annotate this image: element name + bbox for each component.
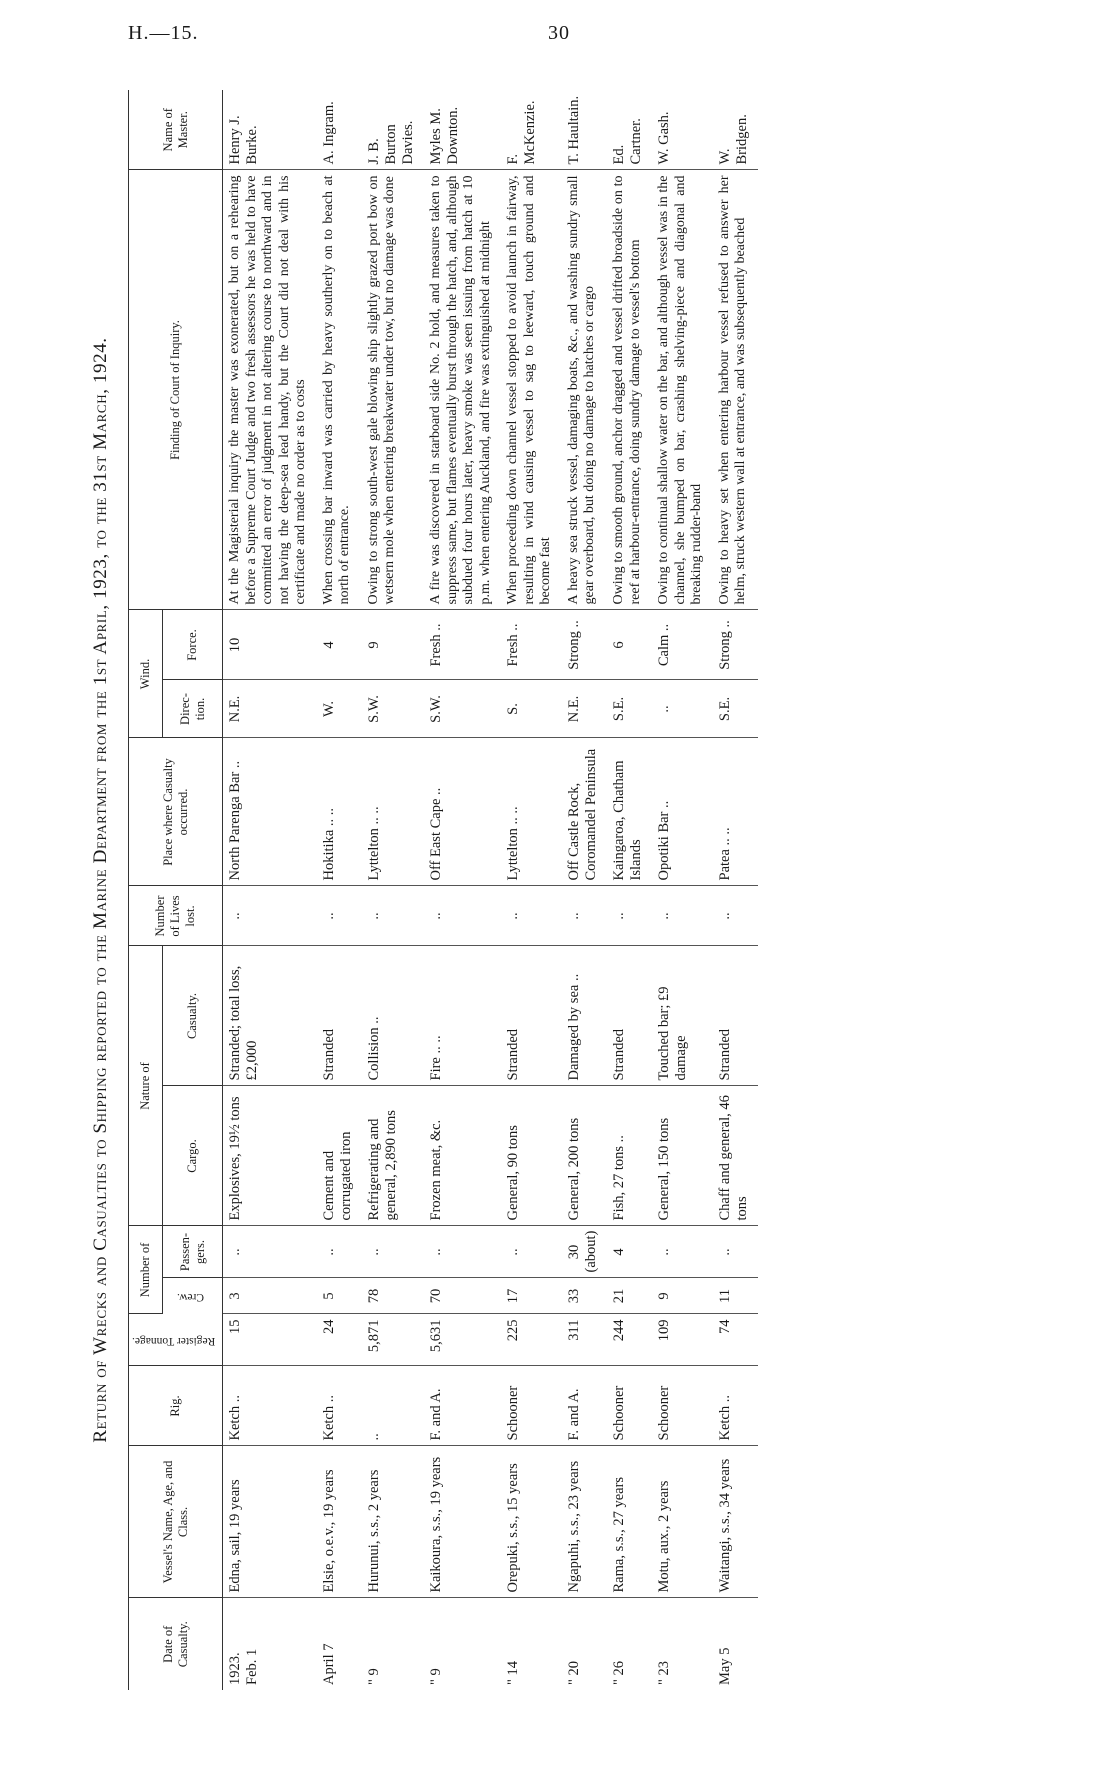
cell-rig: .. <box>362 1366 424 1446</box>
cell-tonnage: 225 <box>501 1314 562 1366</box>
cell-date: " 9 <box>428 1668 445 1685</box>
cell-passengers: .. <box>424 1226 501 1278</box>
col-casualty: Casualty. <box>163 946 223 1086</box>
cell-master: A. Ingram. <box>317 90 362 170</box>
cell-tonnage: 311 <box>562 1314 607 1366</box>
table-row <box>713 90 758 1690</box>
cell-wind-force: 9 <box>362 610 424 680</box>
col-nature-of: Nature of <box>129 946 163 1226</box>
col-finding: Finding of Court of Inquiry. <box>129 170 223 610</box>
cell-wind-force: 6 <box>607 610 652 680</box>
cell-wind-direction: N.E. <box>223 680 317 738</box>
cell-date: 1923. Feb. 1 <box>227 1648 261 1685</box>
col-master: Name of Master. <box>129 90 223 170</box>
cell-date: " 9 <box>365 1668 382 1685</box>
cell-passengers: 30 (about) <box>562 1226 607 1278</box>
cell-casualty: Stranded <box>501 946 562 1086</box>
cell-crew: 78 <box>362 1278 424 1314</box>
cell-vessel: Orepuki, s.s., 15 years <box>501 1446 562 1598</box>
document-title: Return of Wrecks and Casualties to Shipping reported to the Marine Department from the 1st April, 1923, to the 31st March, 1924. <box>90 337 111 1443</box>
cell-passengers: .. <box>317 1226 362 1278</box>
col-lives-lost: Number of Lives lost. <box>129 886 223 946</box>
cell-rig: Schooner <box>501 1366 562 1446</box>
col-cargo: Cargo. <box>163 1086 223 1226</box>
cell-passengers: .. <box>501 1226 562 1278</box>
cell-wind-force: 4 <box>317 610 362 680</box>
col-crew-label: Crew. <box>177 1291 205 1304</box>
cell-place: Hokitika .. .. <box>317 738 362 886</box>
cell-date: " 20 <box>565 1660 582 1685</box>
cell-cargo: Fish, 27 tons .. <box>607 1086 652 1226</box>
cell-casualty: Stranded <box>607 946 652 1086</box>
cell-crew: 3 <box>223 1278 317 1314</box>
cell-crew: 33 <box>562 1278 607 1314</box>
cell-cargo: General, 150 tons <box>652 1086 713 1226</box>
casualty-table <box>128 90 758 1690</box>
cell-finding: A fire was discovered in starboard side No. 2 hold, and measures taken to suppress same, but flames eventually burst through the hatch, and, although subdued four hours later, heavy smoke was seen issuing from hatch at 10 p.m. when entering Auckland, and fire was extinguished at midnight <box>424 170 501 610</box>
cell-wind-direction: S.E. <box>607 680 652 738</box>
table-row <box>652 90 713 1690</box>
cell-place: Kaingaroa, Chatham Islands <box>607 738 652 886</box>
table-body <box>223 90 758 1690</box>
cell-tonnage: 5,871 <box>362 1314 424 1366</box>
cell-rig: Ketch .. <box>317 1366 362 1446</box>
cell-wind-force: Fresh .. <box>501 610 562 680</box>
col-rig: Rig. <box>129 1366 223 1446</box>
cell-wind-force: Strong .. <box>713 610 758 680</box>
cell-passengers: .. <box>652 1226 713 1278</box>
table-row <box>424 90 501 1690</box>
cell-wind-direction: S.W. <box>424 680 501 738</box>
cell-master: Myles M. Downton. <box>424 90 501 170</box>
cell-passengers: 4 <box>607 1226 652 1278</box>
cell-finding: Owing to strong south-west gale blowing ship slightly grazed port bow on wetsern mole when entering breakwater under tow, but no damage was done <box>362 170 424 610</box>
cell-wind-direction: S. <box>501 680 562 738</box>
cell-tonnage: 15 <box>223 1314 317 1366</box>
cell-crew: 5 <box>317 1278 362 1314</box>
cell-lives-lost: .. <box>223 886 317 946</box>
col-date: Date of Casualty. <box>129 1598 223 1690</box>
cell-tonnage: 24 <box>317 1314 362 1366</box>
table-row <box>317 90 362 1690</box>
cell-lives-lost: .. <box>562 886 607 946</box>
cell-lives-lost: .. <box>317 886 362 946</box>
cell-crew: 70 <box>424 1278 501 1314</box>
col-wind: Wind. <box>129 610 163 738</box>
cell-casualty: Touched bar; £9 damage <box>652 946 713 1086</box>
table-row <box>362 90 424 1690</box>
cell-casualty: Stranded <box>317 946 362 1086</box>
cell-finding: A heavy sea struck vessel, damaging boats, &c., and washing sundry small gear overboard, but doing no damage to hatches or cargo <box>562 170 607 610</box>
cell-tonnage: 244 <box>607 1314 652 1366</box>
cell-master: F. McKenzie. <box>501 90 562 170</box>
cell-passengers: .. <box>362 1226 424 1278</box>
table-row <box>501 90 562 1690</box>
cell-master: W. Bridgen. <box>713 90 758 170</box>
cell-lives-lost: .. <box>607 886 652 946</box>
cell-casualty: Stranded <box>713 946 758 1086</box>
cell-wind-force: Fresh .. <box>424 610 501 680</box>
col-passengers: Passen-gers. <box>163 1226 223 1278</box>
cell-place: Lyttelton .. .. <box>501 738 562 886</box>
cell-finding: At the Magisterial inquiry the master was exonerated, but on a rehearing before a Supreme Court Judge and two fresh assessors he was held to have committed an error of judgment in not altering course to northward and in not having the deep-sea lead handy, but the Court did not deal with his certificate and made no order as to costs <box>223 170 317 610</box>
cell-date: " 14 <box>505 1660 522 1685</box>
table-row <box>607 90 652 1690</box>
cell-vessel: Rama, s.s., 27 years <box>607 1446 652 1598</box>
header-row-1 <box>129 90 163 1690</box>
cell-crew: 21 <box>607 1278 652 1314</box>
col-tonnage <box>129 1314 223 1366</box>
col-crew <box>163 1278 223 1314</box>
cell-cargo: Chaff and general, 46 tons <box>713 1086 758 1226</box>
cell-passengers: .. <box>223 1226 317 1278</box>
cell-lives-lost: .. <box>424 886 501 946</box>
cell-date: " 23 <box>656 1660 673 1685</box>
cell-place: Patea .. .. <box>713 738 758 886</box>
cell-wind-direction: W. <box>317 680 362 738</box>
cell-rig: Ketch .. <box>713 1366 758 1446</box>
table-row <box>223 90 317 1690</box>
cell-finding: Owing to smooth ground, anchor dragged and vessel drifted broadside on to reef at harbour-entrance, doing sundry damage to vessel's bottom <box>607 170 652 610</box>
page-number: 30 <box>548 22 570 44</box>
cell-lives-lost: .. <box>713 886 758 946</box>
cell-cargo: Explosives, 19½ tons <box>223 1086 317 1226</box>
cell-tonnage: 74 <box>713 1314 758 1366</box>
cell-vessel: Waitangi, s.s., 34 years <box>713 1446 758 1598</box>
cell-vessel: Ngapuhi, s.s., 23 years <box>562 1446 607 1598</box>
cell-vessel: Kaikoura, s.s., 19 years <box>424 1446 501 1598</box>
page-reference: H.—15. <box>128 22 199 44</box>
cell-rig: Schooner <box>607 1366 652 1446</box>
cell-place: Opotiki Bar .. <box>652 738 713 886</box>
cell-cargo: Cement and corrugated iron <box>317 1086 362 1226</box>
cell-place: Off East Cape .. <box>424 738 501 886</box>
cell-master: Henry J. Burke. <box>223 90 317 170</box>
cell-finding: When proceeding down channel vessel stopped to avoid launch in fairway, resulting in wind causing vessel to sag to leeward, touch ground and become fast <box>501 170 562 610</box>
cell-master: W. Gash. <box>652 90 713 170</box>
cell-rig: Ketch .. <box>223 1366 317 1446</box>
cell-wind-direction: N.E. <box>562 680 607 738</box>
cell-wind-force: 10 <box>223 610 317 680</box>
col-wind-force: Force. <box>163 610 223 680</box>
col-wind-direction: Direc-tion. <box>163 680 223 738</box>
cell-wind-force: Calm .. <box>652 610 713 680</box>
cell-master: Ed. Cartner. <box>607 90 652 170</box>
cell-crew: 17 <box>501 1278 562 1314</box>
cell-place: Lyttelton .. .. <box>362 738 424 886</box>
cell-cargo: General, 90 tons <box>501 1086 562 1226</box>
cell-master: J. B. Burton Davies. <box>362 90 424 170</box>
cell-wind-direction: S.W. <box>362 680 424 738</box>
cell-wind-direction: .. <box>652 680 713 738</box>
cell-finding: When crossing bar inward was carried by heavy southerly on to beach at north of entrance. <box>317 170 362 610</box>
cell-crew: 11 <box>713 1278 758 1314</box>
cell-date: " 26 <box>611 1660 627 1685</box>
cell-date: April 7 <box>320 1643 337 1685</box>
cell-vessel: Hurunui, s.s., 2 years <box>362 1446 424 1598</box>
rotated-table-page <box>90 90 1050 1690</box>
cell-casualty: Stranded; total loss, £2,000 <box>223 946 317 1086</box>
cell-wind-force: Strong .. <box>562 610 607 680</box>
cell-vessel: Motu, aux., 2 years <box>652 1446 713 1598</box>
cell-lives-lost: .. <box>362 886 424 946</box>
cell-casualty: Damaged by sea .. <box>562 946 607 1086</box>
cell-tonnage: 5,631 <box>424 1314 501 1366</box>
cell-wind-direction: S.E. <box>713 680 758 738</box>
cell-master: T. Haultain. <box>562 90 607 170</box>
cell-rig: Schooner <box>652 1366 713 1446</box>
cell-lives-lost: .. <box>501 886 562 946</box>
cell-place: Off Castle Rock, Coromandel Peninsula <box>562 738 607 886</box>
cell-passengers: .. <box>713 1226 758 1278</box>
cell-vessel: Edna, sail, 19 years <box>223 1446 317 1598</box>
cell-date: May 5 <box>716 1647 733 1685</box>
cell-rig: F. and A. <box>424 1366 501 1446</box>
col-tonnage-label: Register Tonnage. <box>132 1334 216 1347</box>
cell-finding: Owing to heavy set when entering harbour vessel refused to answer her helm, struck western wall at entrance, and was subsequently beached <box>713 170 758 610</box>
cell-lives-lost: .. <box>652 886 713 946</box>
table-row <box>562 90 607 1690</box>
cell-cargo: Refrigerating and general, 2,890 tons <box>362 1086 424 1226</box>
cell-casualty: Collision .. <box>362 946 424 1086</box>
cell-crew: 9 <box>652 1278 713 1314</box>
cell-place: North Parenga Bar .. <box>223 738 317 886</box>
cell-rig: F. and A. <box>562 1366 607 1446</box>
cell-cargo: Frozen meat, &c. <box>424 1086 501 1226</box>
cell-cargo: General, 200 tons <box>562 1086 607 1226</box>
col-place: Place where Casualty occurred. <box>129 738 223 886</box>
cell-casualty: Fire .. .. <box>424 946 501 1086</box>
col-number-of: Number of <box>129 1226 163 1314</box>
col-vessel: Vessel's Name, Age, and Class. <box>129 1446 223 1598</box>
cell-finding: Owing to continual shallow water on the bar, and although vessel was in the channel, she bumped on bar, crashing shelving-piece and diagonal and breaking rudder-band <box>652 170 713 610</box>
cell-tonnage: 109 <box>652 1314 713 1366</box>
cell-vessel: Elsie, o.e.v., 19 years <box>317 1446 362 1598</box>
